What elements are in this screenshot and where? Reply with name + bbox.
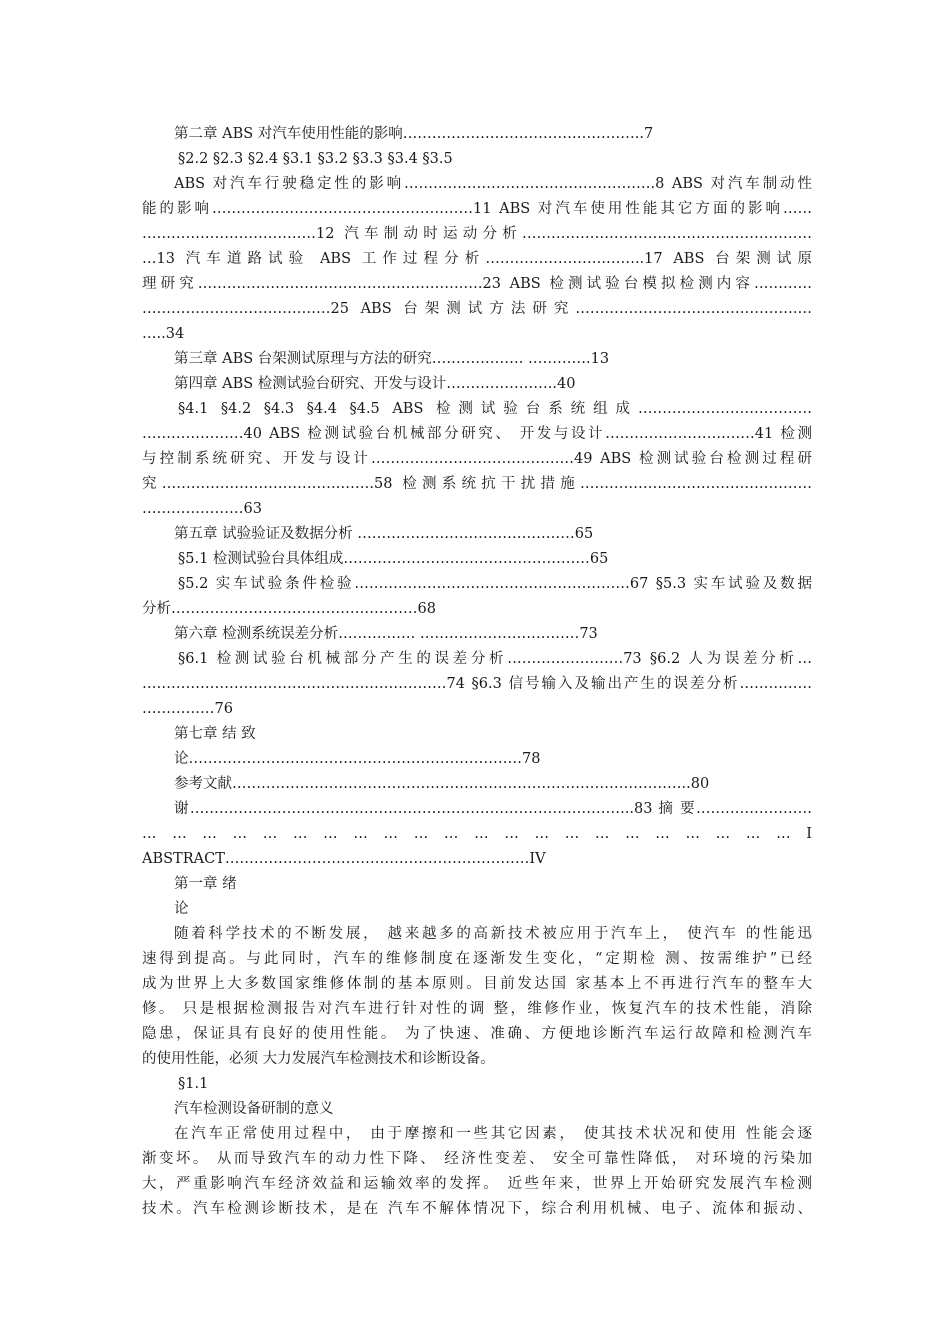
toc-entry-chapter5: 第五章 试验验证及数据分析 ………………………………………65 xyxy=(174,526,594,542)
text-line: §4.1 §4.2 §4.3 §4.4 §4.5 ABS 检测试验台系统组成……………………………… xyxy=(178,401,812,417)
text-line: ………………………………………………………74 §6.3 信号输入及输出产生的误差分析…………… xyxy=(142,676,812,692)
text-line: 理研究……………………………………………….….23 ABS 检测试验台模拟检测内容………… xyxy=(142,276,812,292)
toc-entry-references: 参考文献…………………………………………………………………………………..80 xyxy=(174,776,710,792)
text-line: 论……………………………………………………………78 xyxy=(174,751,541,767)
toc-entry-chapter6: 第六章 检测系统误差分析……………. ……………………………73 xyxy=(174,626,598,642)
body-line: 成为世界上大多数国家维修体制的基本原则。目前发达国 家基本上不再进行汽车的整车大 xyxy=(142,976,812,992)
text-line: …………………………………25 ABS 台架测试方法研究……………………………………….… xyxy=(142,301,812,317)
text-line: §6.1 检测试验台机械部分产生的误差分析……………………73 §6.2 人为误差分析… xyxy=(178,651,812,667)
toc-entry-chapter3: 第三章 ABS 台架测试原理与方法的研究………………. ………….13 xyxy=(174,351,610,367)
chapter1-heading-cont: 论 xyxy=(174,901,189,917)
text-line: …..34 xyxy=(142,326,185,342)
section-number: §1.1 xyxy=(178,1076,209,1092)
text-line: ………………………………12 汽车制动时运动分析…………………………………………………… xyxy=(142,226,812,242)
toc-entry-chapter7: 第七章 结 致 xyxy=(174,726,256,742)
text-line: ABS 对汽车行驶稳定性的影响…………………………………………….8 ABS 对汽车制动性 xyxy=(174,176,812,192)
body-line: 渐变坏。 从而导致汽车的动力性下降、 经济性变差、 安全可靠性降低， 对环境的污染加 xyxy=(142,1151,812,1167)
text-line: 与控制系统研究、开发与设计……………………………………49 ABS 检测试验台检测过程研 xyxy=(142,451,812,467)
body-line: 修。 只是根据检测报告对汽车进行针对性的调 整，维修作业，恢复汽车的技术性能，消除 xyxy=(142,1001,812,1017)
chapter1-heading: 第一章 绪 xyxy=(174,876,237,892)
text-line: 究……………………………….…….58 检测系统抗干扰措施………………………………………… xyxy=(142,476,812,492)
document-page xyxy=(142,122,812,1222)
text-line: … … … … … … … … … … … … … … … … … … … … … … Ⅰ xyxy=(142,826,812,842)
body-line: 在汽车正常使用过程中， 由于摩擦和一些其它因素， 使其技术状况和使用 性能会逐 xyxy=(174,1126,812,1142)
body-line: 的使用性能，必须 大力发展汽车检测技术和诊断设备。 xyxy=(142,1051,495,1067)
toc-entry-section: §5.1 检测试验台具体组成……………………………………………65 xyxy=(178,551,609,567)
toc-entry-abstract: ABSTRACT………………………………………………………IV xyxy=(142,851,546,867)
body-line: 大，严重影响汽车经济效益和运输效率的发挥。 近些年来，世界上开始研究发展汽车检测 xyxy=(142,1176,812,1192)
text-line: §5.2 实车试验条件检验…………………………………………………67 §5.3 实车试验及数据 xyxy=(178,576,812,592)
toc-entry-chapter2: 第二章 ABS 对汽车使用性能的影响…………………………………………..7 xyxy=(174,126,654,142)
text-line: 能的影响………………………………………………11 ABS 对汽车使用性能其它方面的影响…… xyxy=(142,201,812,217)
text-line: …13 汽车道路试验 ABS 工作过程分析…………………….……..17 ABS 台架测试原 xyxy=(142,251,812,267)
text-line: …………………63 xyxy=(142,501,262,517)
body-line: 随着科学技术的不断发展， 越来越多的高新技术被应用于汽车上， 使汽车 的性能迅 xyxy=(174,926,812,942)
text-line: 分析……………………………………………68 xyxy=(142,601,436,617)
text-line: ……………76 xyxy=(142,701,233,717)
body-line: 隐患，保证具有良好的使用性能。 为了快速、准确、方便地诊断汽车运行故障和检测汽车 xyxy=(142,1026,812,1042)
body-line: 技术。汽车检测诊断技术，是在 汽车不解体情况下，综合利用机械、电子、流体和振动、 xyxy=(142,1201,812,1217)
body-line: 速得到提高。与此同时，汽车的维修制度在逐渐发生变化，“定期检 测、按需维护”已经 xyxy=(142,951,812,967)
text-line: …………………40 ABS 检测试验台机械部分研究、 开发与设计…………………….……41 检测 xyxy=(142,426,812,442)
section-title: 汽车检测设备研制的意义 xyxy=(174,1101,334,1117)
toc-section-list: §2.2 §2.3 §2.4 §3.1 §3.2 §3.3 §3.4 §3.5 xyxy=(178,151,453,167)
toc-entry-chapter4: 第四章 ABS 检测试验台研究、开发与设计…………………..40 xyxy=(174,376,576,392)
text-line: 谢………………………………………………………………………………..83 摘 要…………………… xyxy=(174,801,812,817)
